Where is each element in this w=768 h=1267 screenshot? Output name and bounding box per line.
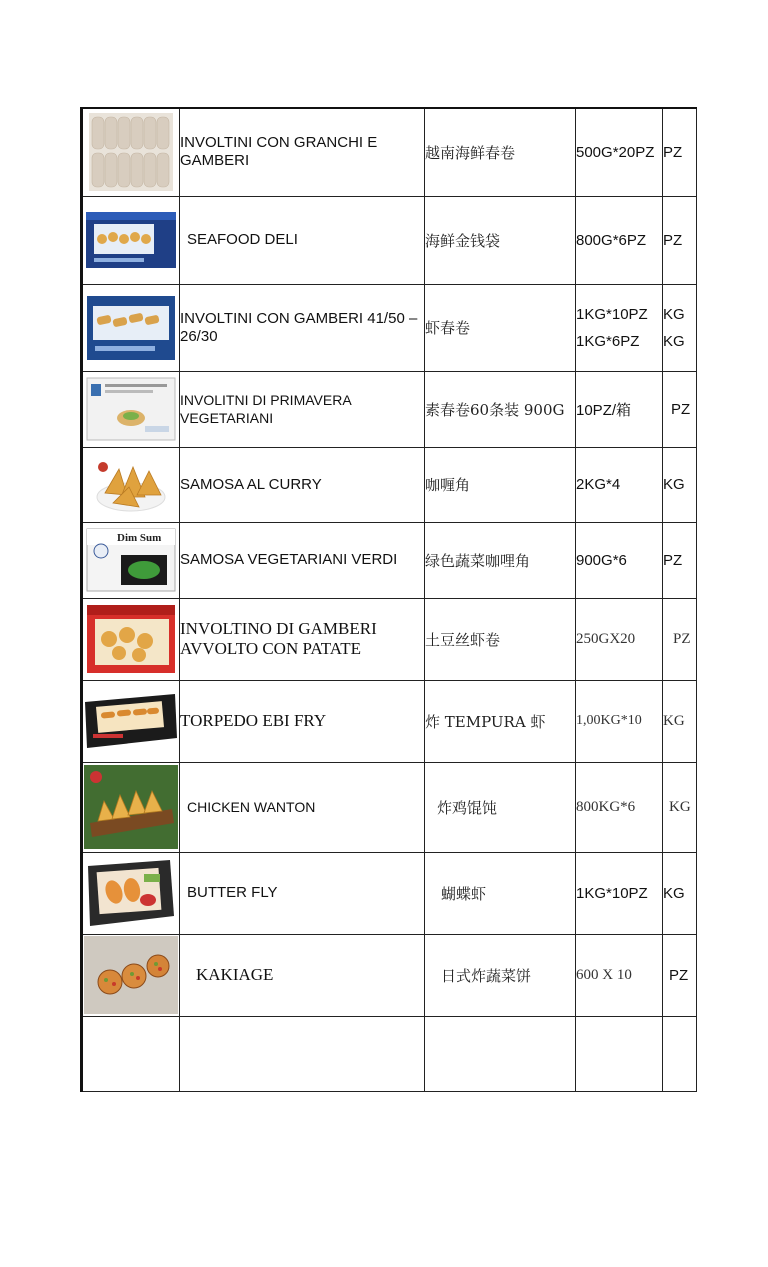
shrimp-roll-box-photo-icon	[85, 292, 177, 364]
veg-spring-roll-box-photo-icon	[85, 376, 177, 442]
package-size	[576, 284, 663, 371]
product-name-chinese: 日式炸蔬菜饼	[425, 934, 576, 1016]
table-row	[82, 371, 697, 447]
package-size: 1,00KG*10	[576, 680, 663, 762]
product-name-chinese: 咖喱角	[425, 447, 576, 522]
product-name: INVOLTINI CON GAMBERI 41/50 – 26/30	[180, 284, 425, 371]
unit: PZ	[663, 934, 697, 1016]
unit: PZ	[663, 196, 697, 284]
product-name: SEAFOOD DELI	[180, 196, 425, 284]
unit: PZ	[663, 371, 697, 447]
unit: PZ	[663, 598, 697, 680]
unit	[663, 284, 697, 371]
product-name: TORPEDO EBI FRY	[180, 680, 425, 762]
table-row	[82, 852, 697, 934]
package-size: 800KG*6	[576, 762, 663, 852]
empty-cell	[576, 1016, 663, 1091]
package-size: 500G*20PZ	[576, 108, 663, 196]
product-photo-cell	[82, 598, 180, 680]
empty-cell	[663, 1016, 697, 1091]
product-name: KAKIAGE	[180, 934, 425, 1016]
package-size: 900G*6	[576, 522, 663, 598]
product-name-chinese: 蝴蝶虾	[425, 852, 576, 934]
unit: PZ	[663, 522, 697, 598]
product-sheet	[80, 107, 695, 1092]
unit-line: KG	[663, 305, 685, 323]
product-photo-cell	[82, 852, 180, 934]
ebi-fry-box-photo-icon	[83, 690, 179, 752]
table-row	[82, 680, 697, 762]
package-size: 1KG*10PZ	[576, 852, 663, 934]
unit-line: KG	[663, 332, 685, 350]
product-name-chinese: 虾春卷	[425, 284, 576, 371]
potato-shrimp-box-photo-icon	[85, 603, 177, 675]
table-row-empty	[82, 1016, 697, 1091]
table-row	[82, 762, 697, 852]
product-photo-cell	[82, 522, 180, 598]
product-photo-cell	[82, 196, 180, 284]
butterfly-shrimp-box-photo-icon	[84, 856, 178, 930]
package-size: 250GX20	[576, 598, 663, 680]
unit: KG	[663, 680, 697, 762]
package-size: 800G*6PZ	[576, 196, 663, 284]
product-name-chinese: 越南海鲜春卷	[425, 108, 576, 196]
kakiage-photo-icon	[84, 936, 178, 1014]
product-photo-cell	[82, 762, 180, 852]
package-size: 10PZ/箱	[576, 371, 663, 447]
seafood-box-photo-icon	[84, 208, 178, 272]
unit: PZ	[663, 108, 697, 196]
empty-cell	[82, 1016, 180, 1091]
table-row	[82, 598, 697, 680]
product-name: SAMOSA VEGETARIANI VERDI	[180, 522, 425, 598]
product-name: SAMOSA AL CURRY	[180, 447, 425, 522]
wanton-plate-photo-icon	[84, 765, 178, 849]
empty-cell	[425, 1016, 576, 1091]
product-photo-cell	[82, 371, 180, 447]
dim-sum-box-photo-icon	[85, 527, 177, 593]
product-name-chinese: 炸 TEMPURA 虾	[425, 680, 576, 762]
unit: KG	[663, 447, 697, 522]
product-table	[80, 107, 697, 1092]
package-size: 2KG*4	[576, 447, 663, 522]
product-name-chinese: 土豆丝虾卷	[425, 598, 576, 680]
samosa-plate-photo-icon	[91, 453, 171, 517]
product-name-chinese: 海鲜金钱袋	[425, 196, 576, 284]
unit: KG	[663, 852, 697, 934]
product-photo-cell	[82, 108, 180, 196]
product-name: CHICKEN WANTON	[180, 762, 425, 852]
product-name-chinese: 绿色蔬菜咖哩角	[425, 522, 576, 598]
product-name-chinese: 炸鸡馄饨	[425, 762, 576, 852]
spring-rolls-tray-photo-icon	[87, 111, 175, 193]
product-name: INVOLITNI DI PRIMAVERA VEGETARIANI	[180, 371, 425, 447]
table-row	[82, 196, 697, 284]
empty-cell	[180, 1016, 425, 1091]
product-name: INVOLTINI CON GRANCHI E GAMBERI	[180, 108, 425, 196]
product-name: INVOLTINO DI GAMBERI AVVOLTO CON PATATE	[180, 598, 425, 680]
package-size: 600 X 10	[576, 934, 663, 1016]
product-photo-cell	[82, 447, 180, 522]
product-photo-cell	[82, 680, 180, 762]
table-row	[82, 522, 697, 598]
table-row	[82, 108, 697, 196]
table-row	[82, 284, 697, 371]
product-photo-cell	[82, 284, 180, 371]
box-label: Dim Sum	[117, 532, 162, 544]
table-row	[82, 934, 697, 1016]
product-photo-cell	[82, 934, 180, 1016]
unit: KG	[663, 762, 697, 852]
package-size-line: 1KG*10PZ	[576, 305, 648, 323]
product-name: BUTTER FLY	[180, 852, 425, 934]
product-name-chinese: 素春卷60条装 900G	[425, 371, 576, 447]
table-row	[82, 447, 697, 522]
package-size-line: 1KG*6PZ	[576, 332, 640, 350]
